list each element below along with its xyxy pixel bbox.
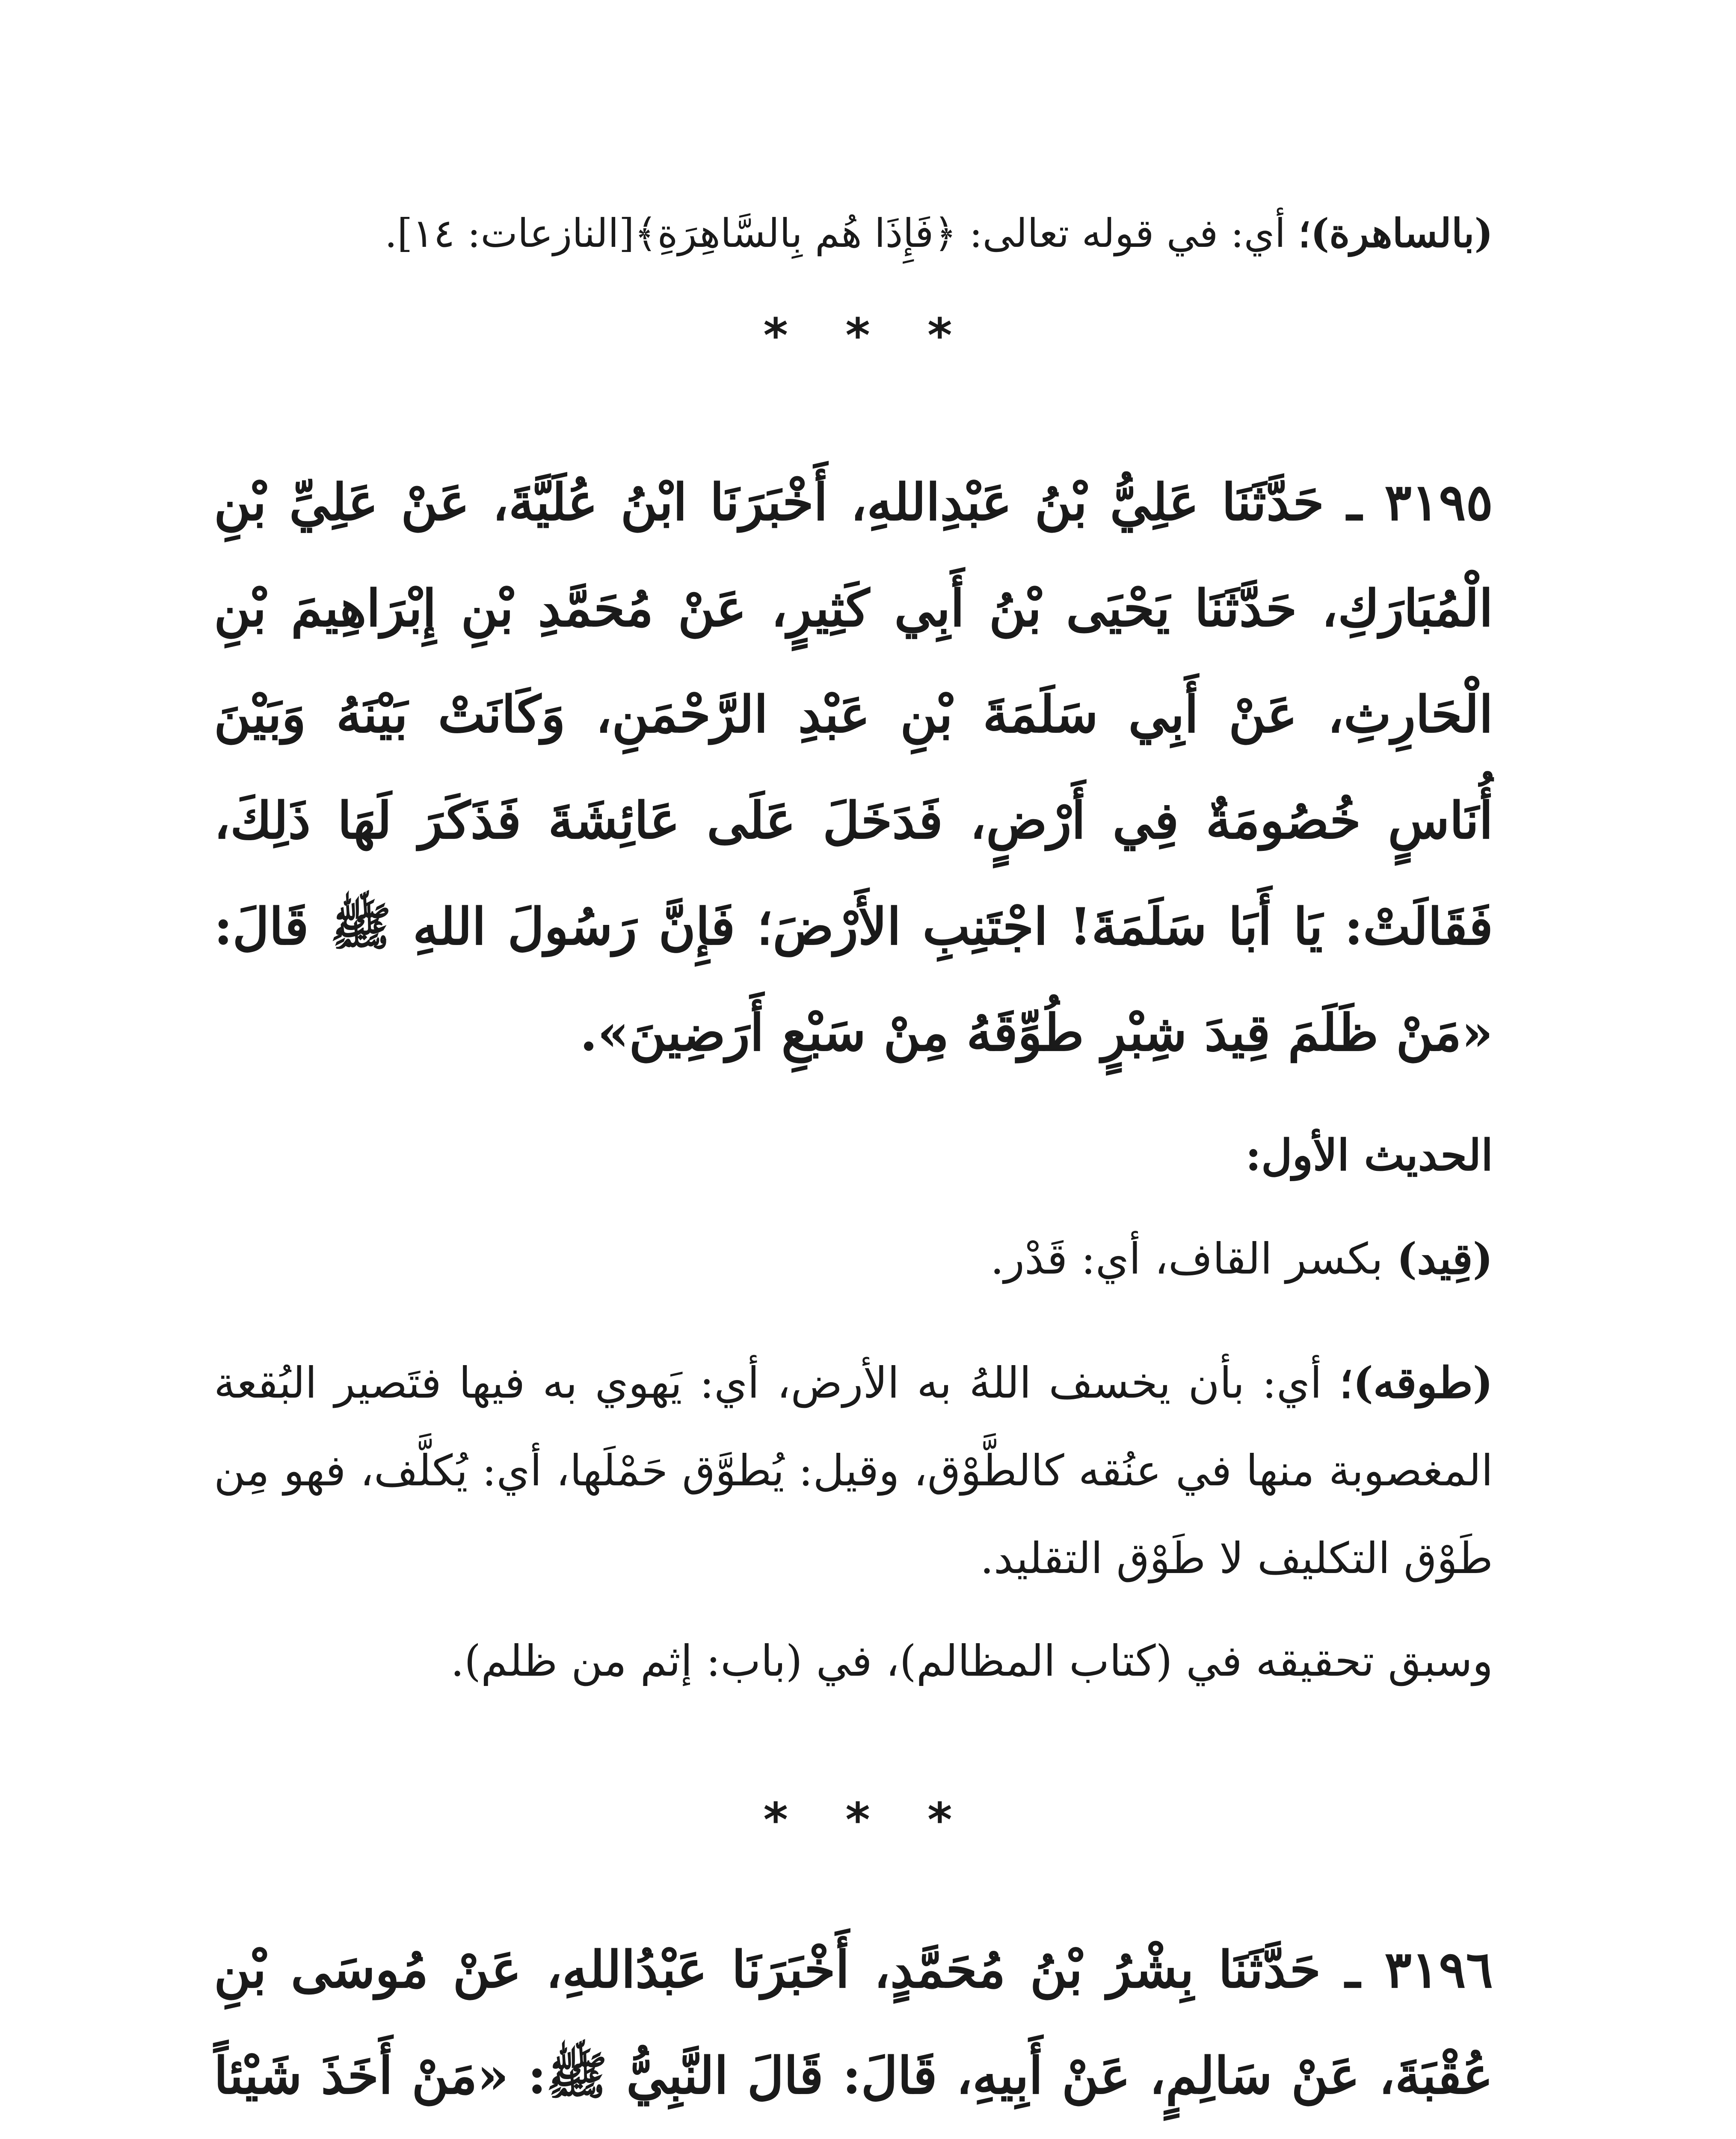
hadith-3196 bbox=[214, 1917, 1493, 2139]
hadith-3195 bbox=[214, 449, 1493, 1086]
commentary-paragraph bbox=[214, 1617, 1493, 1705]
commentary-lead-term: (قِيد) bbox=[1396, 1233, 1493, 1284]
commentary-text: بكسر القاف، أي: قَدْر. bbox=[990, 1234, 1397, 1284]
separator-stars: * * * bbox=[763, 308, 973, 363]
hadith-text: ـ حَدَّثَنَا بِشْرُ بْنُ مُحَمَّدٍ، أَخْبَرَنَا عَبْدُاللهِ، عَنْ مُوسَى بْنِ عُقْبَةَ، عَنْ سَالِمٍ، عَنْ أَبِيهِ، قَالَ: قَالَ النَّبِيُّ ﷺ: «مَنْ أَخَذَ شَيْئاً bbox=[214, 1940, 1493, 2105]
commentary-text: وسبق تحقيقه في (كتاب المظالم)، في (باب: إثم من ظلم). bbox=[450, 1636, 1493, 1686]
intro-lead-term: (بالساهرة)؛ bbox=[1298, 210, 1493, 256]
separator-stars: * * * bbox=[763, 1792, 973, 1847]
intro-paragraph bbox=[214, 201, 1493, 266]
intro-text: أي: في قوله تعالى: ﴿فَإِذَا هُم بِالسَّاهِرَةِ﴾[النازعات: ١٤]. bbox=[385, 210, 1298, 256]
commentary-lead-term: (طوقه)؛ bbox=[1339, 1357, 1493, 1408]
hadith-number: ٣١٩٥ bbox=[1384, 472, 1493, 532]
section-title: الحديث الأول: bbox=[1245, 1130, 1493, 1180]
commentary-text: أي: بأن يخسف اللهُ به الأرض، أي: يَهوي به فيها فتَصير البُقعة المغصوبة منها في عنُقه كالطَّوْق، وقيل: يُطوَّق حَمْلَها، أي: يُكلَّف، فهو مِن طَوْق التكليف لا طَوْق التقليد. bbox=[214, 1358, 1493, 1583]
hadith-number: ٣١٩٦ bbox=[1384, 1940, 1493, 1999]
hadith-text: ـ حَدَّثَنَا عَلِيُّ بْنُ عَبْدِاللهِ، أَخْبَرَنَا ابْنُ عُلَيَّةَ، عَنْ عَلِيِّ بْنِ الْمُبَارَكِ، حَدَّثَنَا يَحْيَى بْنُ أَبِي كَثِيرٍ، عَنْ مُحَمَّدِ بْنِ إِبْرَاهِيمَ بْنِ الْحَارِثِ، عَنْ أَبِي سَلَمَةَ بْنِ عَبْدِ الرَّحْمَنِ، وَكَانَتْ بَيْنَهُ وَبَيْنَ أُنَاسٍ خُصُومَةٌ فِي أَرْضٍ، فَدَخَلَ عَلَى عَائِشَةَ فَذَكَرَ لَهَا ذَلِكَ، فَقَالَتْ: يَا أَبَا سَلَمَةَ! اجْتَنِبِ الأَرْضَ؛ فَإِنَّ رَسُولَ اللهِ ﷺ قَالَ: «مَنْ ظَلَمَ قِيدَ شِبْرٍ طُوِّقَهُ مِنْ سَبْعِ أَرَضِينَ». bbox=[214, 472, 1493, 1062]
commentary-paragraph bbox=[214, 1339, 1493, 1602]
commentary-paragraph bbox=[214, 1215, 1493, 1303]
